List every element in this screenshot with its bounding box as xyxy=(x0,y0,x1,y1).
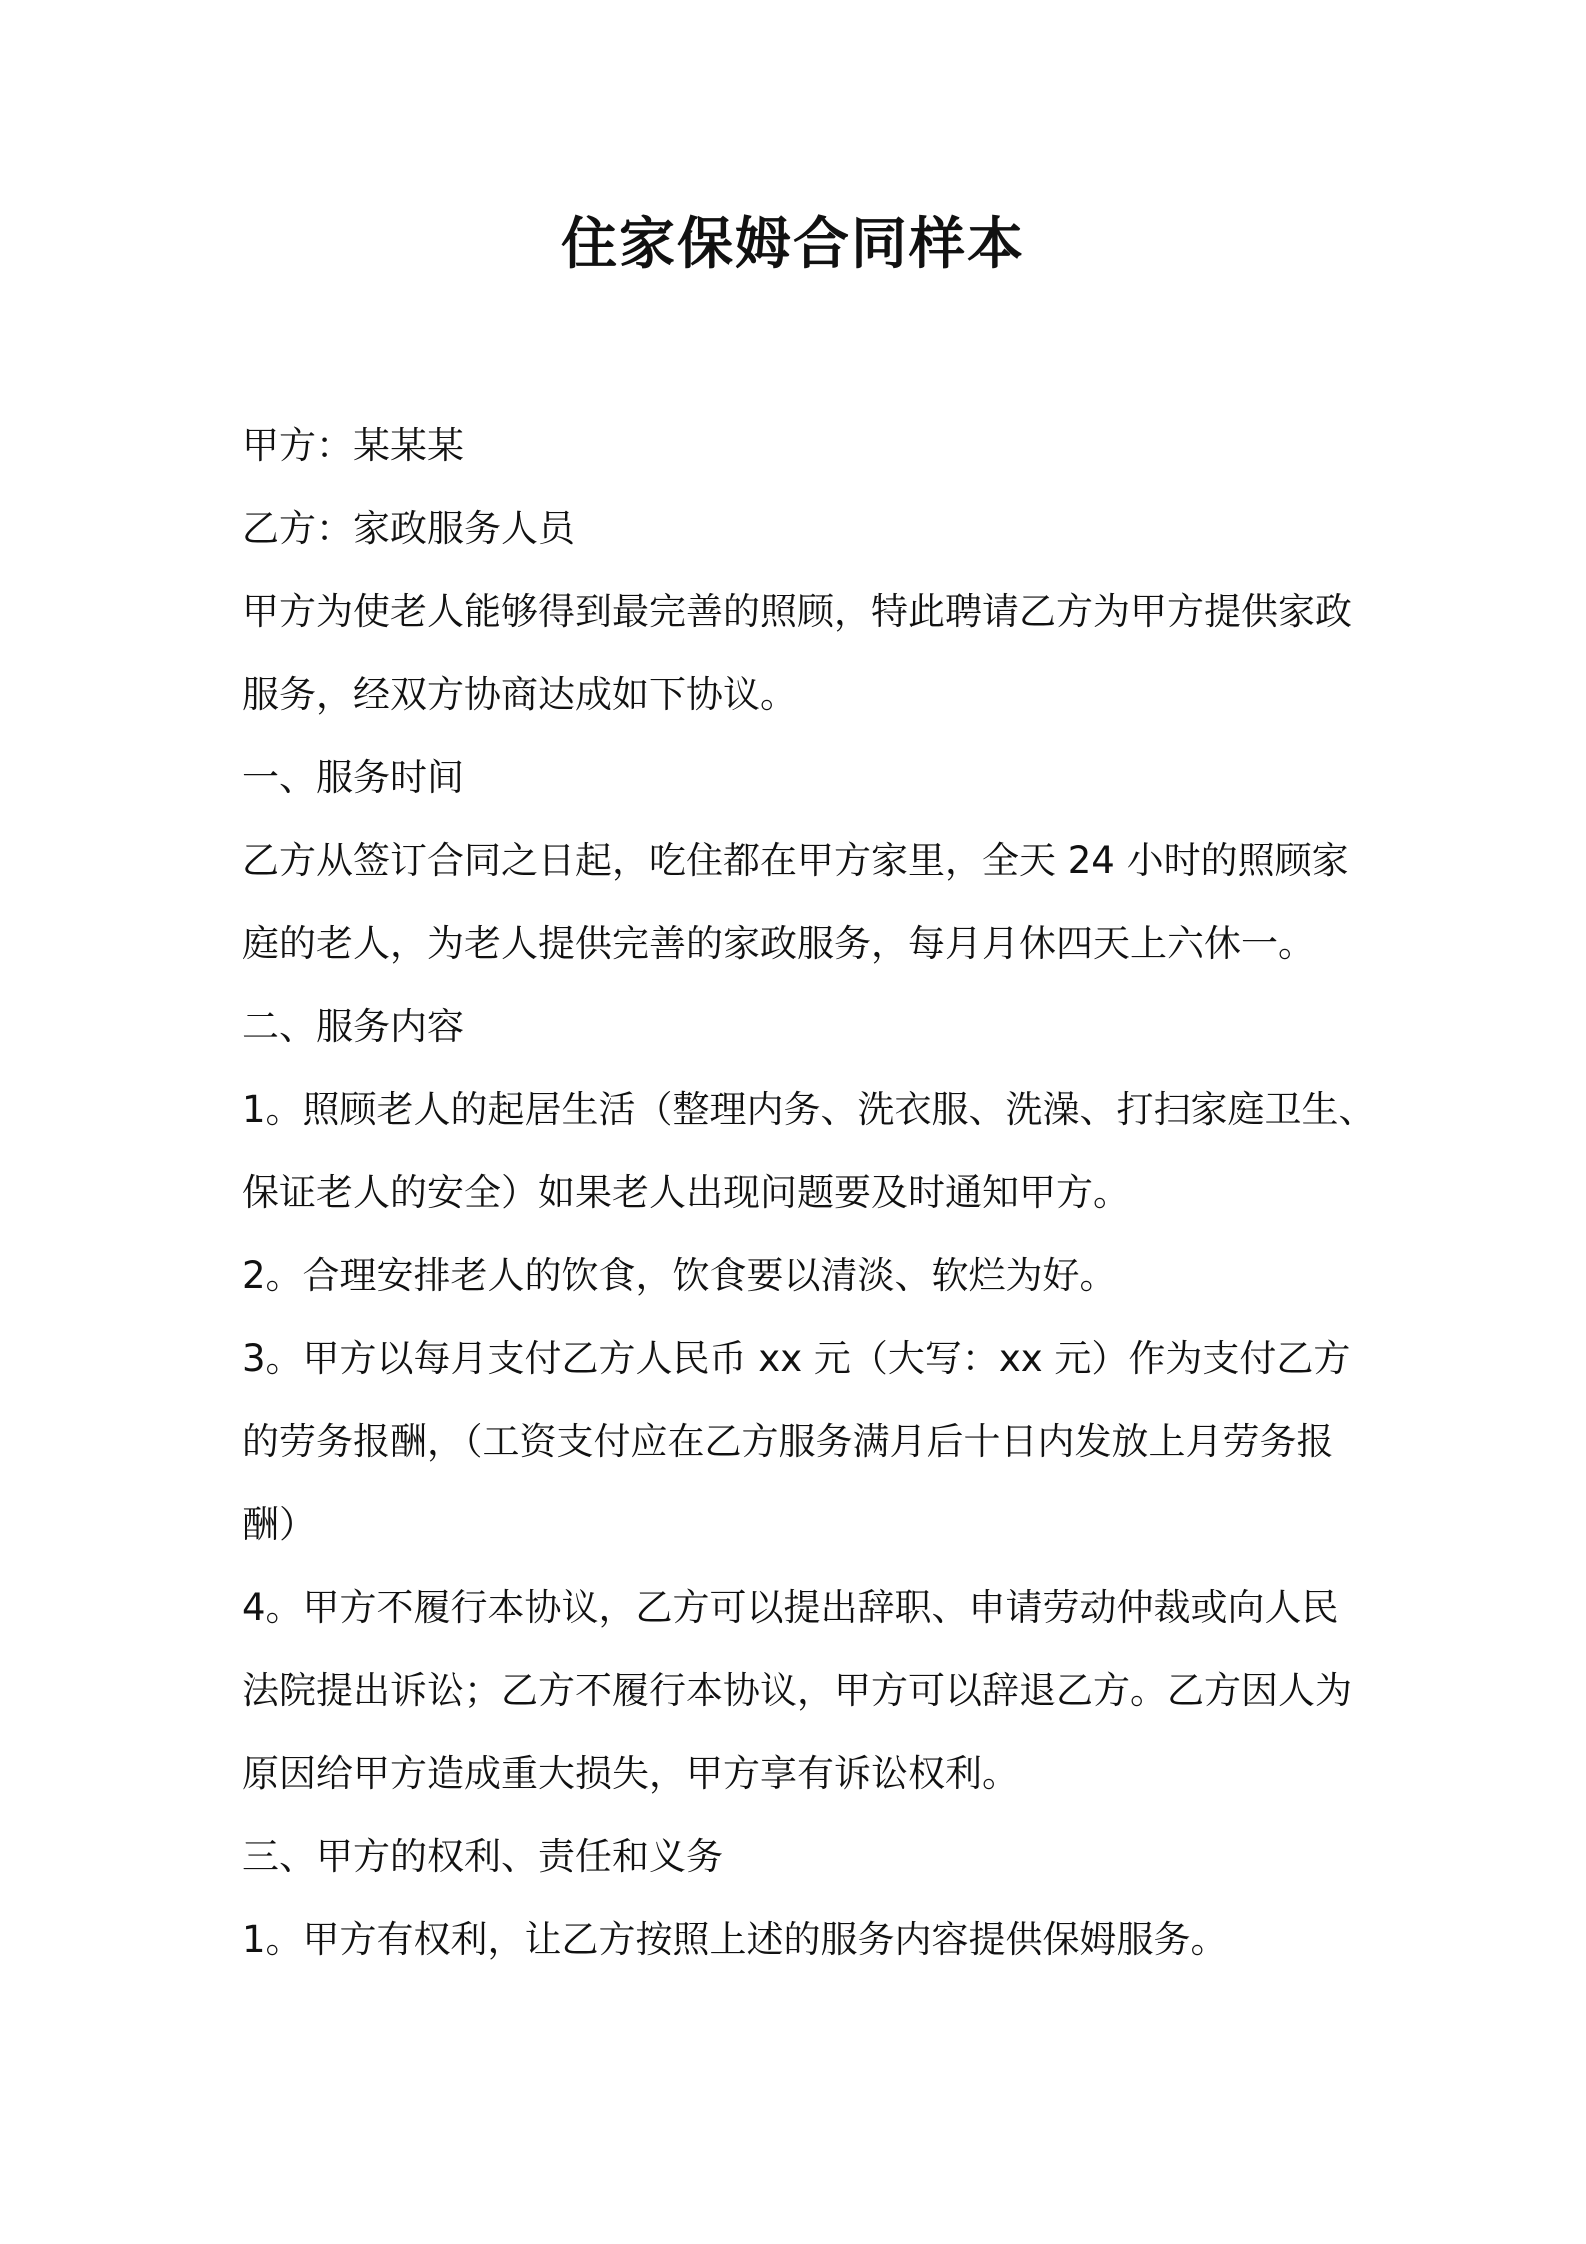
service-time-line-2: 庭的老人，为老人提供完善的家政服务，每月月休四天上六休一。 xyxy=(242,922,1315,965)
section-heading-party-a-rights: 三、甲方的权利、责任和义务 xyxy=(242,1835,723,1878)
service-time-line-1: 乙方从签订合同之日起，吃住都在甲方家里，全天 24 小时的照顾家 xyxy=(242,839,1349,882)
intro-line-2: 服务，经双方协商达成如下协议。 xyxy=(242,673,797,716)
content-item-3-line-2: 的劳务报酬，（工资支付应在乙方服务满月后十日内发放上月劳务报 xyxy=(242,1420,1334,1463)
content-item-2-line-1: 2。合理安排老人的饮食，饮食要以清淡、软烂为好。 xyxy=(242,1254,1117,1297)
content-item-3-line-3: 酬） xyxy=(242,1503,316,1546)
section-heading-service-content: 二、服务内容 xyxy=(242,1005,464,1048)
content-item-4-line-1: 4。甲方不履行本协议，乙方可以提出辞职、申请劳动仲裁或向人民 xyxy=(242,1586,1339,1629)
content-item-4-line-3: 原因给甲方造成重大损失，甲方享有诉讼权利。 xyxy=(242,1752,1019,1795)
content-item-4-line-2: 法院提出诉讼；乙方不履行本协议，甲方可以辞退乙方。乙方因人为 xyxy=(242,1669,1352,1712)
content-item-3-line-1: 3。甲方以每月支付乙方人民币 xx 元（大写：xx 元）作为支付乙方 xyxy=(242,1337,1351,1380)
intro-line-1: 甲方为使老人能够得到最完善的照顾，特此聘请乙方为甲方提供家政 xyxy=(242,590,1352,633)
party-b-line: 乙方：家政服务人员 xyxy=(242,507,575,550)
section-heading-service-time: 一、服务时间 xyxy=(242,756,464,799)
document-title: 住家保姆合同样本 xyxy=(561,212,1025,277)
party-a-line: 甲方：某某某 xyxy=(242,424,464,467)
content-item-1-line-1: 1。照顾老人的起居生活（整理内务、洗衣服、洗澡、打扫家庭卫生、 xyxy=(242,1088,1376,1131)
document-body xyxy=(242,404,1376,1981)
content-item-1-line-2: 保证老人的安全）如果老人出现问题要及时通知甲方。 xyxy=(242,1171,1130,1214)
rights-item-1-line-1: 1。甲方有权利，让乙方按照上述的服务内容提供保姆服务。 xyxy=(242,1918,1228,1961)
